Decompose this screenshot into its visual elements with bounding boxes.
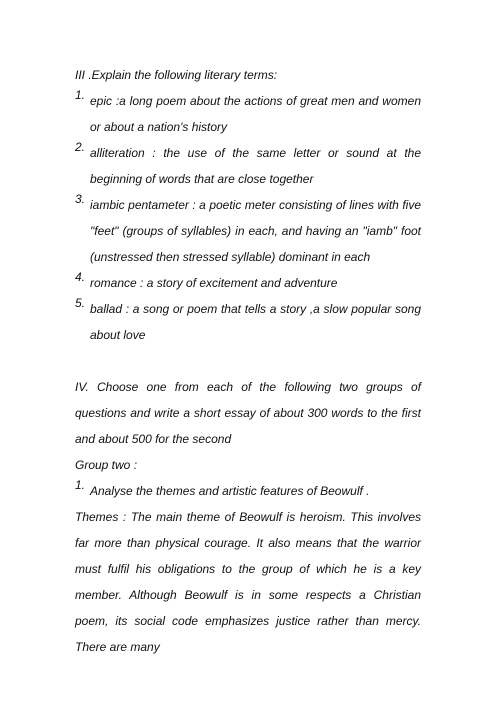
essay-answer: Themes : The main theme of Beowulf is heroism. This involves far more than physical courage. It also means that the warrior must fulfil his obligations to the group of which he is a key member. Although Beowulf is in some respects a Christian poem, its social code emphasizes justice rather than mercy. There are many xyxy=(75,510,421,654)
term-definition: ballad : a song or poem that tells a story ,a slow popular song about love xyxy=(90,302,421,342)
list-number: 3. xyxy=(75,192,86,206)
list-number: 5. xyxy=(75,296,86,310)
term-definition: iambic pentameter : a poetic meter consisting of lines with five "feet" (groups of syllables) in each, and having an "iamb" foot (unstressed then stressed syllable) dominant in each xyxy=(90,198,421,264)
group-label: Group two : xyxy=(75,458,138,472)
term-item-epic xyxy=(75,88,421,140)
term-item-romance xyxy=(75,270,421,296)
essay-question xyxy=(75,478,421,504)
term-item-iambic-pentameter xyxy=(75,192,421,270)
list-number: 4. xyxy=(75,270,86,284)
document-body xyxy=(75,62,421,660)
term-definition: alliteration : the use of the same letter or sound at the beginning of words that are close together xyxy=(90,146,421,186)
list-number: 2. xyxy=(75,140,86,154)
term-item-alliteration xyxy=(75,140,421,192)
question-text: Analyse the themes and artistic features of Beowulf . xyxy=(90,484,370,498)
term-definition: epic :a long poem about the actions of great men and women or about a nation's history xyxy=(90,94,421,134)
list-number: 1. xyxy=(75,478,86,492)
section-3-heading: III .Explain the following literary terms: xyxy=(75,68,278,82)
term-definition: romance : a story of excitement and adventure xyxy=(90,276,338,290)
list-number: 1. xyxy=(75,88,86,102)
term-item-ballad xyxy=(75,296,421,348)
section-spacer xyxy=(75,348,421,374)
section-4-heading: IV. Choose one from each of the following two groups of questions and write a short essay of about 300 words to the first and about 500 for the second xyxy=(75,380,421,446)
